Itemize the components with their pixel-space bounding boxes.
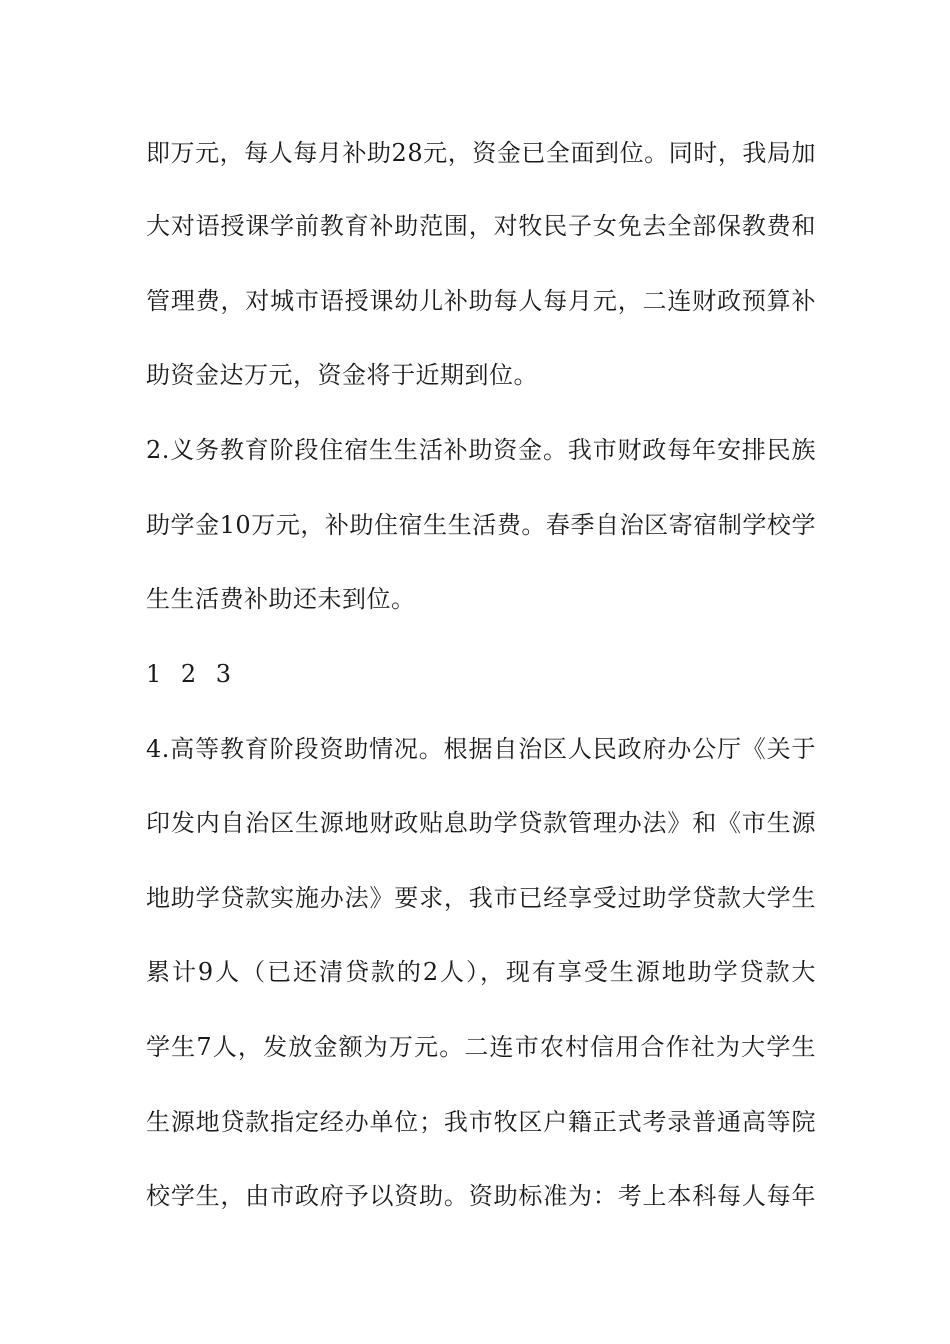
- paragraph-line-11: 地助学贷款实施办法》要求，我市已经享受过助学贷款大学生: [146, 884, 816, 912]
- paragraph-line-2: 大对语授课学前教育补助范围，对牧民子女免去全部保教费和: [146, 212, 816, 240]
- paragraph-line-4: 助资金达万元，资金将于近期到位。: [146, 361, 538, 389]
- paragraph-line-3: 管理费，对城市语授课幼儿补助每人每月元，二连财政预算补: [146, 287, 816, 315]
- page-number-line: 1 2 3: [146, 660, 238, 688]
- paragraph-line-15: 校学生，由市政府予以资助。资助标准为：考上本科每人每年: [146, 1182, 816, 1210]
- paragraph-line-14: 生源地贷款指定经办单位；我市牧区户籍正式考录普通高等院: [146, 1108, 816, 1136]
- paragraph-line-10: 印发内自治区生源地财政贴息助学贷款管理办法》和《市生源: [146, 809, 816, 837]
- paragraph-line-1: 即万元，每人每月补助28元，资金已全面到位。同时，我局加: [146, 139, 816, 167]
- paragraph-line-5: 2.义务教育阶段住宿生生活补助资金。我市财政每年安排民族: [146, 436, 816, 464]
- paragraph-line-12: 累计9人（已还清贷款的2人），现有享受生源地助学贷款大: [146, 958, 816, 986]
- paragraph-line-7: 生生活费补助还未到位。: [146, 585, 416, 613]
- paragraph-line-9: 4.高等教育阶段资助情况。根据自治区人民政府办公厅《关于: [146, 735, 816, 763]
- paragraph-line-13: 学生7人，发放金额为万元。二连市农村信用合作社为大学生: [146, 1033, 816, 1061]
- paragraph-line-6: 助学金10万元，补助住宿生生活费。春季自治区寄宿制学校学: [146, 511, 816, 539]
